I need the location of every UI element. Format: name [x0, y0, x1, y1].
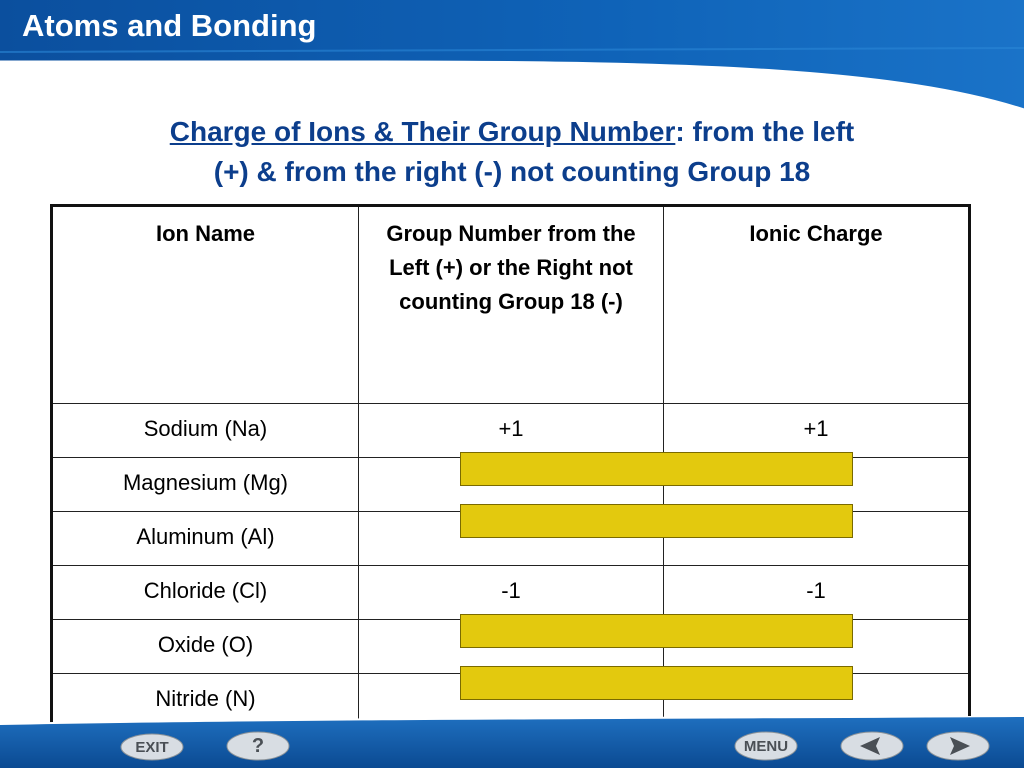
right-arrow-icon	[926, 730, 990, 762]
heading-line2: (+) & from the right (-) not counting Group 18	[213, 156, 811, 187]
cell-ionic-charge: +1	[664, 404, 970, 458]
cell-ion-name: Sodium (Na)	[52, 404, 359, 458]
heading-underlined: Charge of Ions & Their Group Number	[169, 116, 676, 147]
cell-group-number: -1	[359, 566, 664, 620]
heading-rest: : from the left	[675, 116, 855, 147]
answer-cover-nitride[interactable]	[460, 666, 853, 700]
help-icon: ?	[251, 734, 265, 757]
exit-button[interactable]	[120, 732, 184, 762]
menu-button[interactable]	[734, 730, 798, 762]
left-arrow-icon	[840, 730, 904, 762]
cell-ion-name: Chloride (Cl)	[52, 566, 359, 620]
answer-cover-oxide[interactable]	[460, 614, 853, 648]
menu-label: MENU	[743, 737, 789, 755]
cell-ion-name: Magnesium (Mg)	[52, 458, 359, 512]
cell-group-number: +1	[359, 404, 664, 458]
answer-cover-aluminum[interactable]	[460, 504, 853, 538]
bottom-nav-bar	[0, 716, 1024, 768]
header-banner	[0, 0, 1024, 110]
app-title: Atoms and Bonding	[22, 8, 317, 43]
header-group-number: Group Number from the Left (+) or the Right not counting Group 18 (-)	[359, 206, 664, 404]
table-row	[52, 566, 970, 620]
table-row	[52, 404, 970, 458]
answer-cover-magnesium[interactable]	[460, 452, 853, 486]
cell-ion-name: Oxide (O)	[52, 620, 359, 674]
back-button[interactable]	[840, 730, 904, 762]
cell-ionic-charge: -1	[664, 566, 970, 620]
cell-ion-name: Aluminum (Al)	[52, 512, 359, 566]
forward-button[interactable]	[926, 730, 990, 762]
cell-ion-name: Nitride (N)	[52, 674, 359, 729]
header-ion-name: Ion Name	[52, 206, 359, 404]
table-header-row	[52, 206, 970, 404]
exit-label: EXIT	[135, 738, 169, 756]
header-ionic-charge: Ionic Charge	[664, 206, 970, 404]
slide-heading	[60, 112, 964, 192]
help-button[interactable]	[226, 730, 290, 762]
